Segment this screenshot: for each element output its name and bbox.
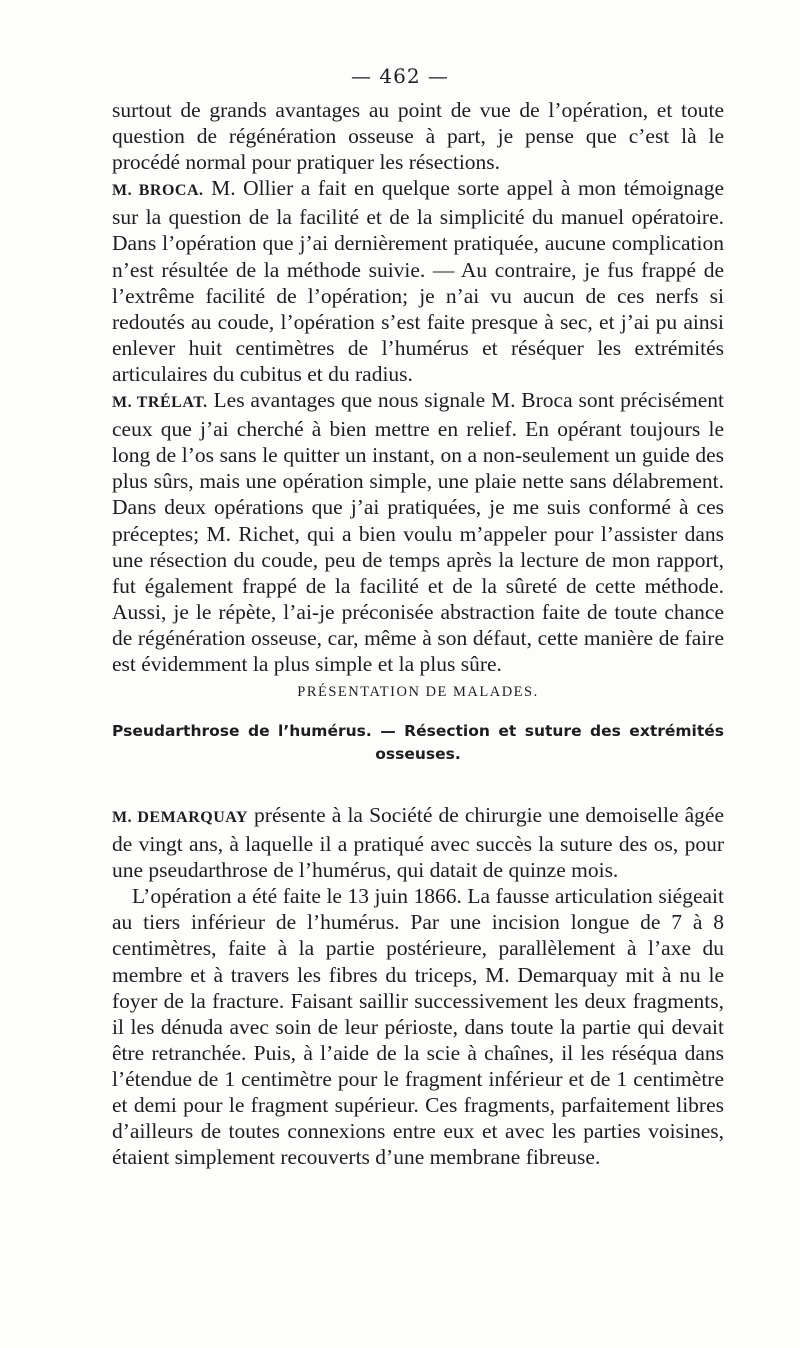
paragraph-text: présente à la Société de chirurgie une demoiselle âgée de vingt ans, à laquelle il a pratiqué avec succès la suture des os, pour une pseudarthrose de l’humérus, qui datait de quinze mois. — [112, 803, 724, 883]
section-heading: PRÉSENTATION DE MALADES. — [297, 684, 539, 700]
speaker-name: M. TRÉLAT. — [112, 394, 208, 412]
page-number: — 462 — — [351, 64, 449, 88]
paragraph-operation — [112, 883, 724, 1170]
paragraph-text: M. Ollier a fait en quelque sorte appel à mon témoignage sur la question de la facilité et de la simplicité du manuel opératoire. Dans l’opération que j’ai dernièrement pratiquée, aucune complication n’est résultée de la méthode suivie. — Au contraire, je fus frappé de l’extrême facilité de l’opération; je n’ai vu aucun de ces nerfs si redoutés au coude, l’opération s’est faite presque à sec, et j’ai pu ainsi enlever huit centimètres de l’humérus et réséquer les extrémités articulaires du cubitus et du radius. — [112, 176, 724, 386]
paragraph-continuation — [112, 97, 724, 175]
case-report-text — [112, 802, 724, 1170]
paragraph-text: surtout de grands avantages au point de vue de l’opération, et toute question de régénération osseuse à part, je pense que c’est là le procédé normal pour pratiquer les résections. — [112, 98, 724, 175]
subtitle-line-1: Pseudarthrose de l’humérus. — Résection et suture des extrémités — [112, 722, 724, 740]
paragraph-broca — [112, 175, 724, 387]
paragraph-demarquay — [112, 802, 724, 883]
speaker-name: M. DEMARQUAY — [112, 809, 248, 826]
speaker-name: M. BROCA. — [112, 182, 204, 200]
discussion-text — [112, 97, 724, 677]
paragraph-text: L’opération a été faite le 13 juin 1866. La fausse articulation siégeait au tiers inférieur de l’humérus. Par une incision longue de 7 à 8 centimètres, faite à la partie postérieure, parallèlement à l’axe du membre et à travers les fibres du triceps, M. Demarquay mit à nu le foyer de la fracture. Faisant saillir successivement les deux fragments, il les dénuda avec soin de leur périoste, dans toute la partie qui devait être retranchée. Puis, à l’aide de la scie à chaînes, il les réséqua dans l’étendue de 1 centimètre pour le fragment inférieur et de 1 centimètre et demi pour le fragment supérieur. Ces fragments, parfaitement libres d’ailleurs de toutes connexions entre eux et avec les parties voisines, étaient simplement recouverts d’une membrane fibreuse. — [112, 884, 724, 1170]
paragraph-trelat — [112, 387, 724, 677]
subtitle-line-2: osseuses. — [375, 745, 461, 763]
paragraph-text: Les avantages que nous signale M. Broca sont précisément ceux que j’ai cherché à bien mettre en relief. En opérant toujours le long de l’os sans le quitter un instant, on a non-seulement un guide des plus sûrs, mais une opération simple, une plaie nette sans délabrement. Dans deux opérations que j’ai pratiquées, je me suis conformé à ces préceptes; M. Richet, qui a bien voulu m’appeler pour l’assister dans une résection du coude, peu de temps après la lecture de mon rapport, fut également frappé de la facilité et de la sûreté de cette méthode. Aussi, je le répète, l’ai-je préconisée abstraction faite de toute chance de régénération osseuse, car, même à son défaut, cette manière de faire est évidemment la plus simple et la plus sûre. — [112, 388, 725, 676]
section-subtitle — [112, 720, 724, 766]
